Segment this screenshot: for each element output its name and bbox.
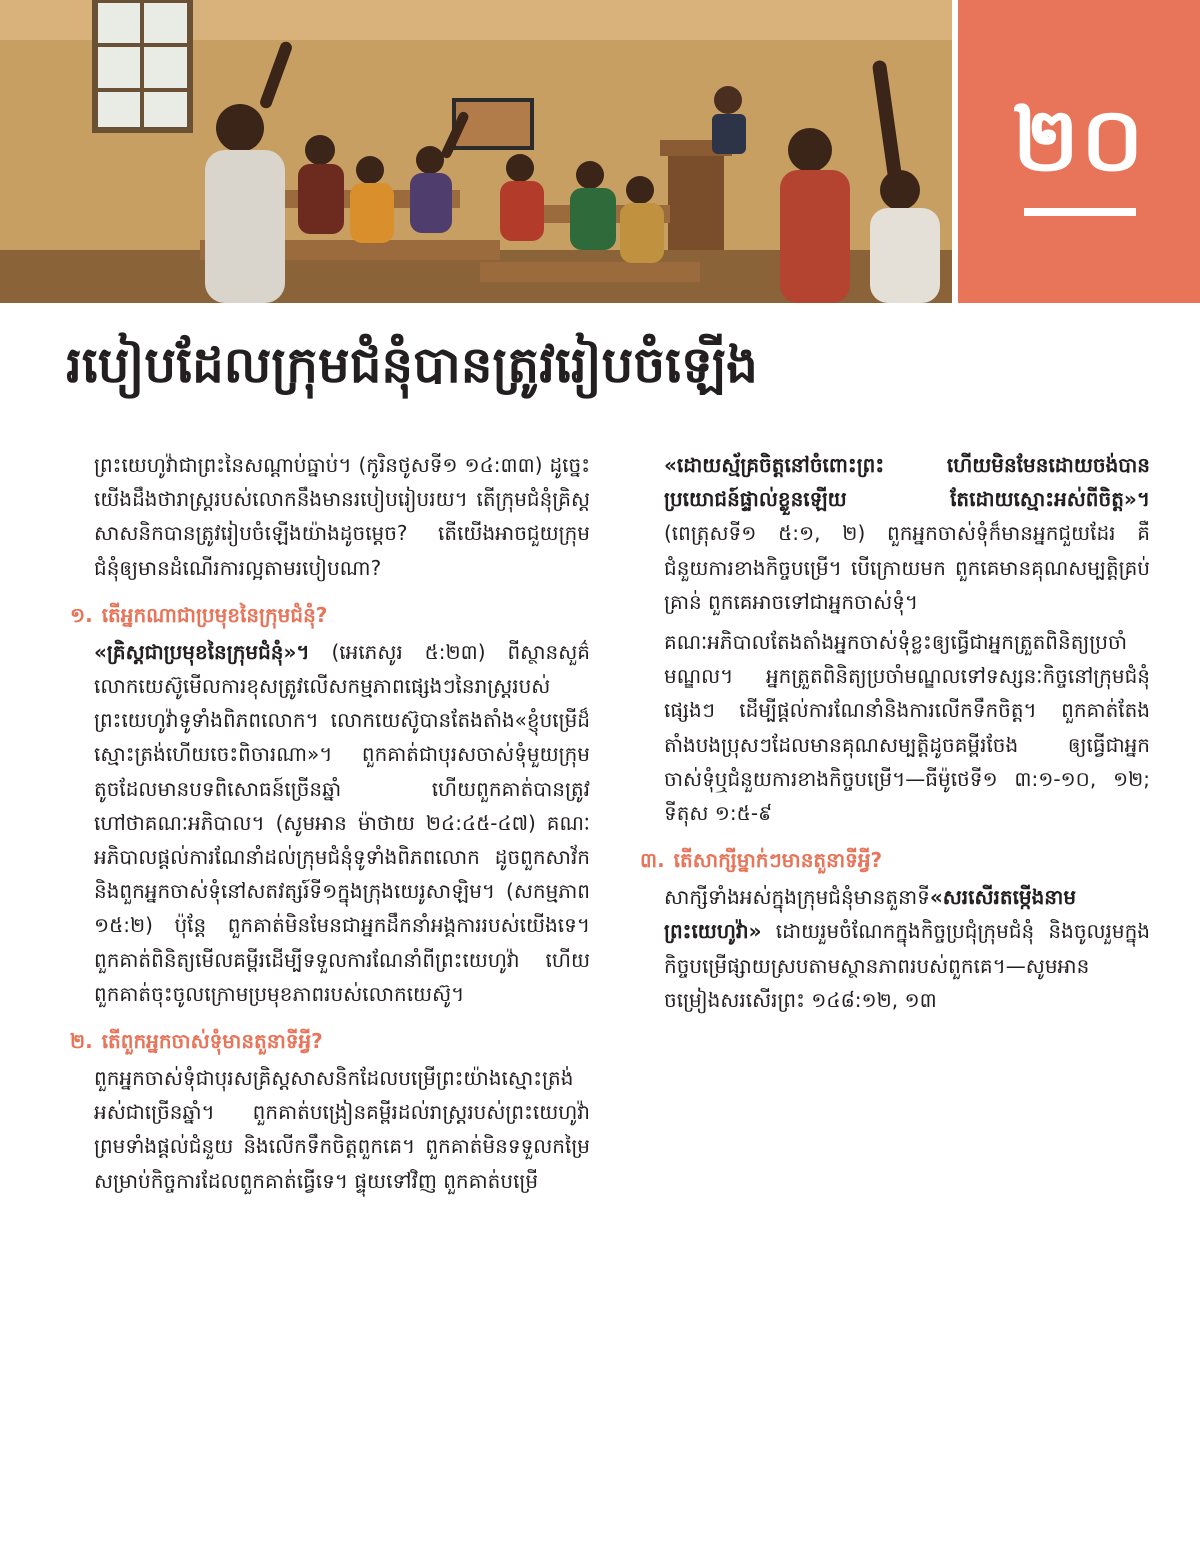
question-3	[640, 844, 1150, 876]
question-1-number: ១.	[70, 602, 93, 627]
congregation-meeting-image	[0, 0, 952, 303]
answer-1-bold: «គ្រិស្តជាប្រមុខនៃក្រុមជំនុំ»។	[94, 639, 310, 664]
question-3-text: តើសាក្សីម្នាក់ៗមានតួនាទីអ្វី?	[673, 848, 883, 873]
question-2	[70, 1025, 590, 1057]
answer-2-continued	[640, 448, 1150, 619]
left-column	[70, 448, 590, 1193]
lesson-number: ២០	[1012, 88, 1146, 191]
question-1-text: តើអ្នកណាជាប្រមុខនៃក្រុមជំនុំ?	[101, 602, 328, 627]
answer-2-start	[70, 1061, 590, 1193]
answer-1	[70, 635, 590, 1011]
answer-3-text-b: ដោយរួមចំណែកក្នុងកិច្ចប្រជុំក្រុមជំនុំ និងចូលរួមក្នុងកិច្ចបម្រើផ្សាយស្របតាមស្ថានភាពរបស់ពួកគេ។—សូមអាន ចម្រៀងសរសើរព្រះ ១៤៨:១២, ១៣	[664, 919, 1150, 1012]
answer-2-text-b: (ពេត្រុសទី១ ៥:១, ២) ពួកអ្នកចាស់ទុំក៏មានអ្នកជួយដែរ គឺជំនួយការខាងកិច្ចបម្រើ។ បើក្រោយមក ពួកគេមានគុណសម្បត្តិគ្រប់គ្រាន់ ពួកគេអាចទៅជាអ្នកចាស់ទុំ។	[664, 521, 1150, 614]
answer-3	[640, 880, 1150, 1017]
page-title: របៀបដែលក្រុមជំនុំបានត្រូវរៀបចំឡើង	[66, 336, 758, 394]
intro-paragraph: ព្រះយេហូវ៉ាជាព្រះនៃសណ្ដាប់ធ្នាប់។ (កូរិនថូសទី១ ១៤:៣៣) ដូច្នេះ យើងដឹងថារាស្ត្ររបស់លោកនឹងមានរបៀបរៀបរយ។ តើក្រុមជំនុំគ្រិស្តសាសនិកបានត្រូវរៀបចំឡើងយ៉ាងដូចម្ដេច? តើយើងអាចជួយក្រុមជំនុំឲ្យមានដំណើរការល្អតាមរបៀបណា?	[94, 453, 590, 580]
question-3-number: ៣.	[640, 848, 665, 873]
answer-3-text-a: សាក្សីទាំងអស់ក្នុងក្រុមជំនុំមានតួនាទី	[664, 885, 930, 910]
question-1	[70, 599, 590, 631]
header-photo	[0, 0, 952, 303]
right-column	[640, 448, 1150, 1017]
answer-3-bold: «សរសើរតម្កើងនាមព្រះយេហូវ៉ា»	[664, 885, 1077, 944]
lesson-number-badge	[958, 0, 1200, 303]
question-2-number: ២.	[70, 1029, 93, 1054]
answer-1-text: (អេភេសូរ ៥:២៣) ពីស្ថានសួគ៌ លោកយេស៊ូមើលការខុសត្រូវលើសកម្មភាពផ្សេងៗនៃរាស្ត្ររបស់ព្រះយេហូវ៉ាទូទាំងពិភពលោក។ លោកយេស៊ូបានតែងតាំង«ខ្ញុំបម្រើដ៏ស្មោះត្រង់ហើយចេះពិចារណា»។ ពួកគាត់ជាបុរសចាស់ទុំមួយក្រុមតូចដែលមានបទពិសោធន៍ច្រើនឆ្នាំ ហើយពួកគាត់បានត្រូវហៅថាគណៈអភិបាល។ (សូមអាន ម៉ាថាយ ២៤:៤៥-៤៧) គណៈអភិបាលផ្ដល់ការណែនាំដល់ក្រុមជំនុំទូទាំងពិភពលោក ដូចពួកសាវ័កនិងពួកអ្នកចាស់ទុំនៅសតវត្សរ៍ទី១ក្នុងក្រុងយេរូសាឡិម។ (សកម្មភាព ១៥:២) ប៉ុន្តែ ពួកគាត់មិនមែនជាអ្នកដឹកនាំអង្គការរបស់យើងទេ។ ពួកគាត់ពិនិត្យមើលគម្ពីរដើម្បីទទួលការណែនាំពីព្រះយេហូវ៉ា ហើយពួកគាត់ចុះចូលក្រោមប្រមុខភាពរបស់លោកយេស៊ូ។	[94, 639, 590, 1006]
answer-2-paragraph-2: គណៈអភិបាលតែងតាំងអ្នកចាស់ទុំខ្លះឲ្យធ្វើជាអ្នកត្រួតពិនិត្យប្រចាំមណ្ឌល។ អ្នកត្រួតពិនិត្យប្រចាំមណ្ឌលទៅទស្សនៈកិច្ចនៅក្រុមជំនុំផ្សេងៗ ដើម្បីផ្ដល់ការណែនាំនិងការលើកទឹកចិត្ត។ ពួកគាត់តែងតាំងបងប្រុសៗដែលមានគុណសម្បត្តិដូចគម្ពីរចែង ឲ្យធ្វើជាអ្នកចាស់ទុំឬជំនួយការខាងកិច្ចបម្រើ។—ធីម៉ូថេទី១ ៣:១-១០, ១២; ទីតុស ១:៥-៩	[664, 630, 1150, 826]
lesson-number-underline	[1024, 208, 1136, 216]
answer-2-bold: «ដោយស្ម័គ្រចិត្តនៅចំពោះព្រះ ហើយមិនមែនដោយចង់បានប្រយោជន៍ផ្ទាល់ខ្លួនឡើយ តែដោយស្មោះអស់ពីចិត្ត»។	[664, 453, 1150, 512]
answer-2-text-a: ពួកអ្នកចាស់ទុំជាបុរសគ្រិស្តសាសនិកដែលបម្រើព្រះយ៉ាងស្មោះត្រង់អស់ជាច្រើនឆ្នាំ។ ពួកគាត់បង្រៀនគម្ពីរដល់រាស្ត្ររបស់ព្រះយេហូវ៉ា ព្រមទាំងផ្ដល់ជំនួយ និងលើកទឹកចិត្តពួកគេ។ ពួកគាត់មិនទទួលកម្រៃសម្រាប់កិច្ចការដែលពួកគាត់ធ្វើទេ។ ផ្ទុយទៅវិញ ពួកគាត់បម្រើ	[94, 1066, 590, 1193]
question-2-text: តើពួកអ្នកចាស់ទុំមានតួនាទីអ្វី?	[101, 1029, 323, 1054]
